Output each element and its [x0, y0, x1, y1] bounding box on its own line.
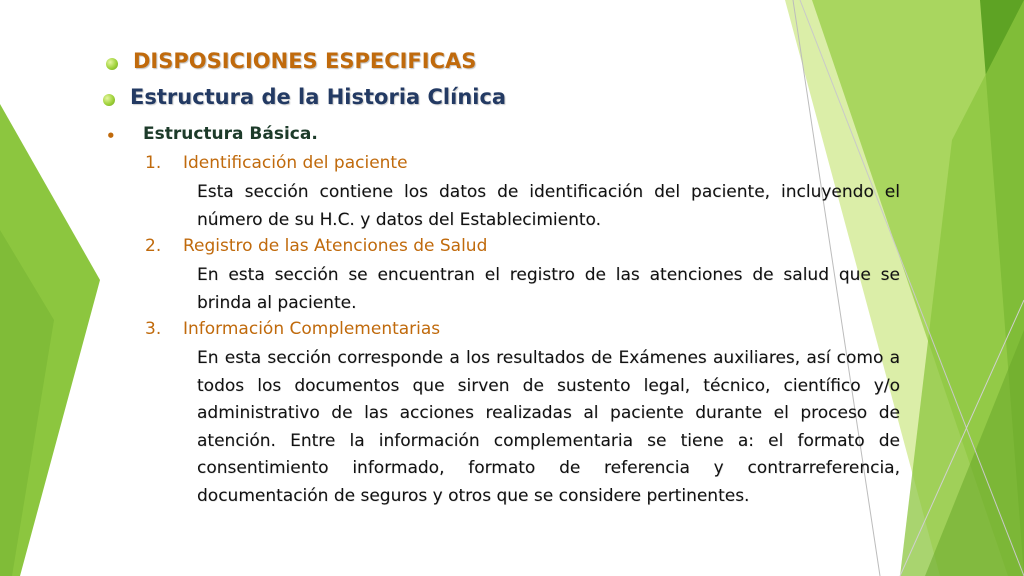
- item-number: 2.: [145, 236, 162, 256]
- item-description: En esta sección corresponde a los resultados de Exámenes auxiliares, así como a todos los documentos que sirven de sustento legal, técnico, científico y/o administrativo de las acciones realizadas al paciente durante el proceso de atención. Entre la información complementaria se tiene a: el formato de consentimiento informado, formato de referencia y contrarreferencia, documentación de seguros y otros que se considere pertinentes.: [197, 348, 900, 506]
- item-description: En esta sección se encuentran el registro de las atenciones de salud que se brinda al paciente.: [197, 265, 900, 313]
- item-title: Registro de las Atenciones de Salud: [183, 236, 488, 256]
- small-bullet-icon: •: [106, 127, 116, 145]
- list-item: [145, 319, 440, 339]
- bullet-dot-icon: [103, 94, 115, 106]
- section-title: Estructura Básica.: [143, 124, 318, 144]
- item-title: Información Complementarias: [183, 319, 441, 339]
- item-number: 1.: [145, 153, 162, 173]
- slide-title: DISPOSICIONES ESPECIFICAS: [133, 49, 477, 73]
- bullet-dot-icon: [106, 58, 118, 70]
- list-item: [145, 236, 487, 256]
- item-number: 3.: [145, 319, 162, 339]
- slide-subtitle: Estructura de la Historia Clínica: [130, 85, 507, 109]
- item-description: Esta sección contiene los datos de identificación del paciente, incluyendo el número de su H.C. y datos del Establecimiento.: [197, 182, 900, 230]
- list-item: [145, 153, 408, 173]
- item-title: Identificación del paciente: [183, 153, 408, 173]
